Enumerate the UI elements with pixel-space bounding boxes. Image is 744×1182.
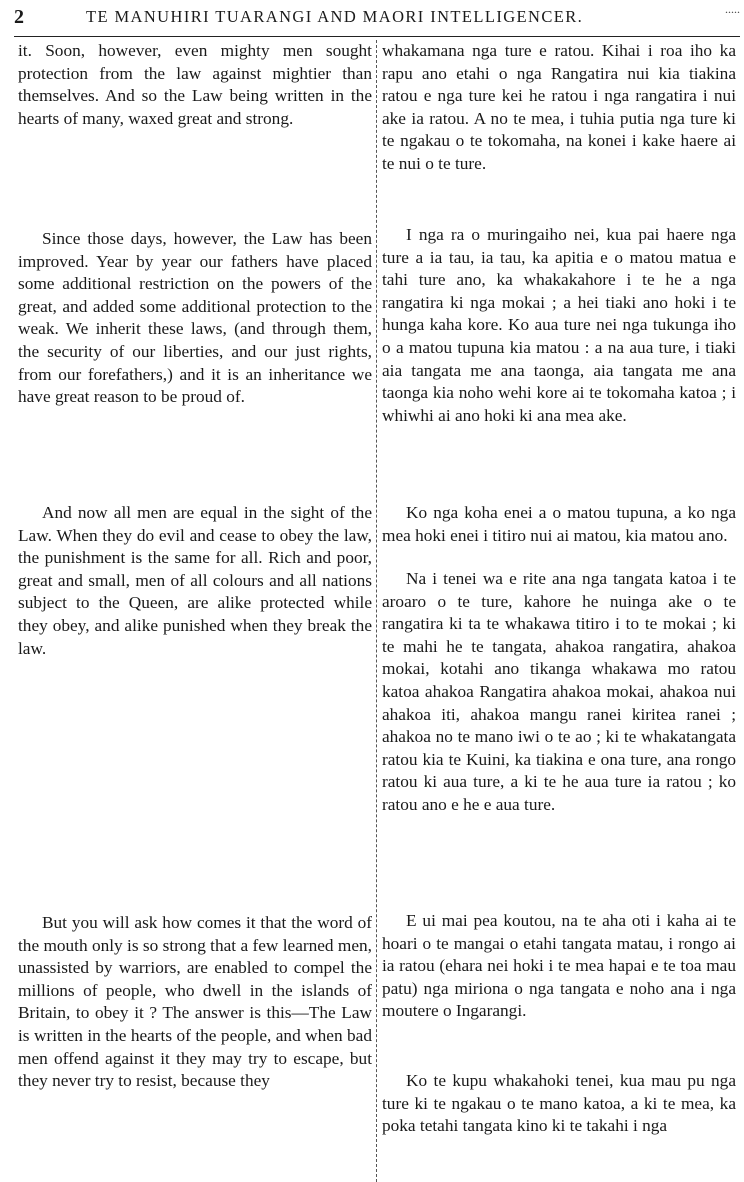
corner-mark: ..... [725, 2, 740, 16]
english-paragraph-3: And now all men are equal in the sight of the Law. When they do evil and cease to obey the law, the punishment is the same for all. Rich and poor, great and small, men of all colours and all nations subject to the Queen, are alike protected while they obey, and alike punished when they break the law. [18, 503, 372, 658]
english-paragraph-4: But you will ask how comes it that the word of the mouth only is so strong that a few learned men, unassisted by warriors, are enabled to compel the millions of people, who dwell in the islands of Britain, to obey it ? The answer is this—The Law is written in the hearts of the people, and when bad men offend against it they may try to escape, but they never try to resist, because they [18, 913, 372, 1091]
header-rule [14, 36, 740, 37]
page-number: 2 [14, 6, 24, 28]
maori-paragraph-2: I nga ra o muringaiho nei, kua pai haere nga ture a ia tau, ia tau, ka apitia e o matou matua e tahi ture ano, ka whakakahore i te he a nga rangatira ki nga mokai ; a hei tiaki ano hoki i te hunga kaha kore. Ko aua ture nei nga tukunga iho o a matou tupuna kia matou : a na aua ture, i tiaki aia tangata me ana taonga, aia tangata me ana taonga kia noho wehi kore ai te tokomaha katoa ; i whiwhi ai ano hoki ki ana mea ake. [382, 225, 736, 425]
running-head: TE MANUHIRI TUARANGI AND MAORI INTELLIGENCER. [86, 7, 584, 26]
english-paragraph-1: it. Soon, however, even mighty men sought protection from the law against mightier than themselves. And so the Law being written in the hearts of many, waxed great and strong. [18, 41, 372, 128]
english-column [18, 40, 372, 1182]
maori-paragraph-1: whakamana nga ture e ratou. Kihai i roa iho ka rapu ano etahi o nga Rangatira nui kia tiakina ratou e nga ture kei he ratou i nga rangatira i nui ake ia ratou. A no te mea, i tuhia putia nga ture ki te ngakau o te tokomaha, na konei i kake haere ai te nui o te ture. [382, 41, 736, 173]
maori-paragraph-4: Na i tenei wa e rite ana nga tangata katoa i te aroaro o te ture, kahore he nuinga ake o te rangatira ki ta te whakawa titiro i to te mokai ; ki te mahi he te tangata, ahakoa rangatira, ahakoa mokai, kotahi ano tikanga whakawa mo ratou katoa ahakoa Rangatira ahakoa mokai, ahakoa nui ahakoa iti, ahakoa mangu ranei kiritea ranei ; ahakoa no te mano iwi o te ao ; ki te whakatangata ratou kia te Kuini, ka tiakina e ona ture, ana rongo ratou ki aua ture, a ki te he aua ture ia ratou ; ko ratou ano e he e aua ture. [382, 569, 736, 814]
maori-paragraph-5: E ui mai pea koutou, na te aha oti i kaha ai te hoari o te mangai o etahi tangata matau, i rongo ai ia ratou (ehara nei hoki i te mea hapai e te toa mau patu) nga miriona o nga tangata e noho ana i nga moutere o Ingarangi. [382, 911, 736, 1021]
column-divider [376, 40, 377, 1182]
maori-paragraph-3: Ko nga koha enei a o matou tupuna, a ko nga mea hoki enei i titiro nui ai matou, kia matou ano. [382, 503, 736, 545]
maori-paragraph-6: Ko te kupu whakahoki tenei, kua mau pu nga ture ki te ngakau o te mano katoa, a ki te mea, ka poka tetahi tangata kino ki te takahi i nga [382, 1071, 736, 1136]
english-paragraph-2: Since those days, however, the Law has been improved. Year by year our fathers have placed some additional restriction on the powers of the great, and added some additional protection to the weak. We inherit these laws, (and through them, the security of our liberties, and our just rights, from our forefathers,) and it is an inheritance we have great reason to be proud of. [18, 229, 372, 407]
maori-column [382, 40, 736, 1182]
page-header [0, 0, 744, 36]
